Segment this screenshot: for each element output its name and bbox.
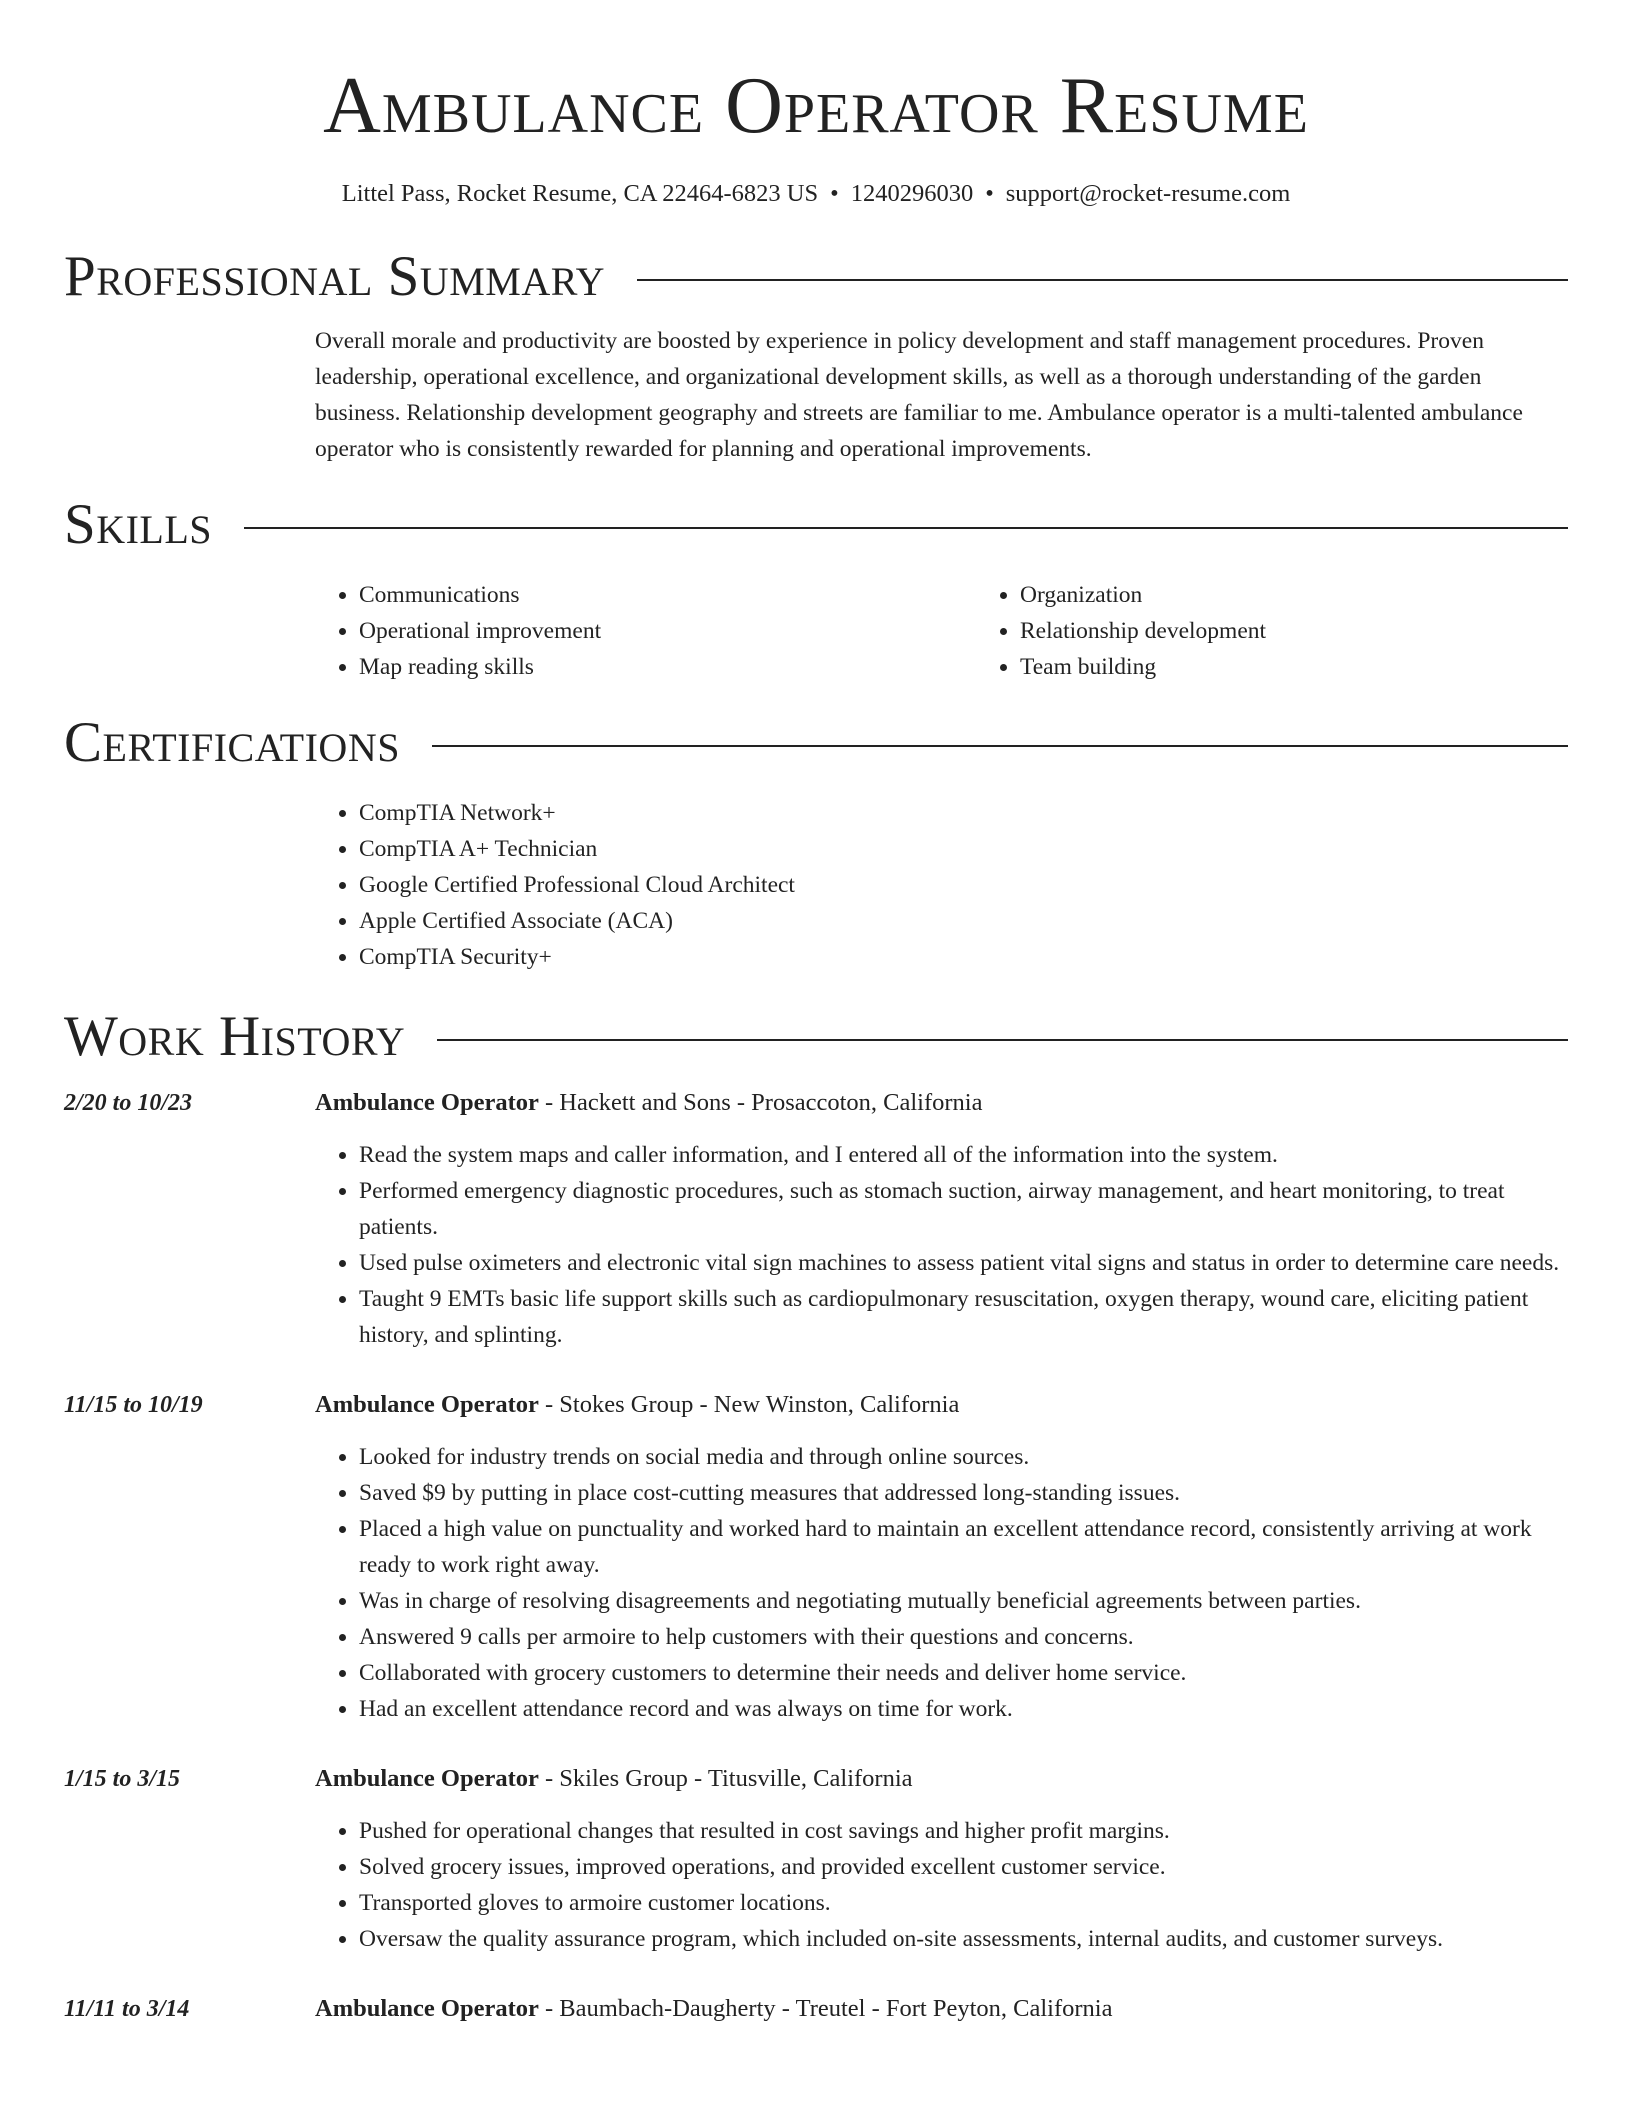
contact-address: Littel Pass, Rocket Resume, CA 22464-6823 US	[341, 180, 819, 207]
job-content	[315, 1761, 1568, 1957]
contact-separator: •	[985, 180, 994, 207]
job-bullet: • Was in charge of resolving disagreements and negotiating mutually beneficial agreements between parties.	[359, 1583, 1568, 1619]
job-dates: 1/15 to 3/15	[64, 1766, 181, 1792]
summary-heading: Professional Summary	[64, 245, 606, 308]
skills-list-left	[315, 577, 976, 685]
section-divider	[244, 527, 1568, 529]
skill-item: • Communications	[359, 577, 976, 613]
skill-item: • Organization	[1020, 577, 1632, 613]
job-header	[315, 1761, 1568, 1797]
job-bullet: • Collaborated with grocery customers to determine their needs and deliver home service.	[359, 1655, 1568, 1691]
job-company-location: - Stokes Group - New Winston, California	[538, 1391, 960, 1418]
certifications-list	[315, 795, 1568, 975]
summary-section-header	[64, 245, 1568, 309]
job-bullet: • Placed a high value on punctuality and worked hard to maintain an excellent attendance record, consistently arriving at work ready to work right away.	[359, 1511, 1568, 1583]
job-bullet: • Read the system maps and caller information, and I entered all of the information into the system.	[359, 1137, 1568, 1173]
skill-item: • Map reading skills	[359, 649, 976, 685]
resume-page	[64, 0, 1568, 2043]
contact-separator: •	[830, 180, 839, 207]
resume-title: Ambulance Operator Resume	[323, 62, 1309, 150]
job-bullet: • Saved $9 by putting in place cost-cutting measures that addressed long-standing issues.	[359, 1475, 1568, 1511]
job-bullets	[315, 1439, 1568, 1727]
job-content	[315, 1085, 1568, 1353]
certification-item: • CompTIA Security+	[359, 939, 1568, 975]
job-bullet: • Taught 9 EMTs basic life support skills such as cardiopulmonary resuscitation, oxygen therapy, wound care, eliciting patient history, and splinting.	[359, 1281, 1568, 1353]
work-entry	[64, 1761, 1568, 1957]
section-divider	[437, 1039, 1568, 1041]
work-entry	[64, 1387, 1568, 1727]
skill-item: • Team building	[1020, 649, 1632, 685]
job-header	[315, 1991, 1568, 2027]
job-bullet: • Pushed for operational changes that resulted in cost savings and higher profit margins.	[359, 1813, 1568, 1849]
skill-item: • Relationship development	[1020, 613, 1632, 649]
job-bullets	[315, 1813, 1568, 1957]
contact-email: support@rocket-resume.com	[1005, 180, 1291, 207]
skills-heading: Skills	[64, 493, 213, 556]
job-company-location: - Skiles Group - Titusville, California	[538, 1765, 913, 1792]
job-company-location: - Baumbach-Daugherty - Treutel - Fort Peyton, California	[538, 1995, 1113, 2022]
job-company-location: - Hackett and Sons - Prosaccoton, California	[538, 1089, 983, 1116]
job-bullet: • Solved grocery issues, improved operations, and provided excellent customer service.	[359, 1849, 1568, 1885]
job-bullet: • Looked for industry trends on social media and through online sources.	[359, 1439, 1568, 1475]
job-bullet: • Answered 9 calls per armoire to help customers with their questions and concerns.	[359, 1619, 1568, 1655]
job-dates: 11/15 to 10/19	[64, 1392, 203, 1418]
work-section-header	[64, 1005, 1568, 1069]
certifications-heading: Certifications	[64, 711, 400, 774]
contact-line	[64, 178, 1568, 210]
skills-section-header	[64, 493, 1568, 557]
certification-item: • Google Certified Professional Cloud Architect	[359, 867, 1568, 903]
job-bullet: • Had an excellent attendance record and was always on time for work.	[359, 1691, 1568, 1727]
job-bullet: • Transported gloves to armoire customer locations.	[359, 1885, 1568, 1921]
work-heading: Work History	[64, 1005, 406, 1068]
job-role: Ambulance Operator	[315, 1089, 539, 1116]
certification-item: • CompTIA Network+	[359, 795, 1568, 831]
job-bullets	[315, 1137, 1568, 1353]
job-header	[315, 1085, 1568, 1121]
job-role: Ambulance Operator	[315, 1765, 539, 1792]
work-entry	[64, 1085, 1568, 1353]
certifications-section-header	[64, 711, 1568, 775]
summary-text: Overall morale and productivity are boosted by experience in policy development and staff management procedures. Proven leadership, operational excellence, and organizational development skills, as well as a thorough understanding of the garden business. Relationship development geography and streets are familiar to me. Ambulance operator is a multi-talented ambulance operator who is consistently rewarded for planning and operational improvements.	[315, 328, 1523, 462]
job-header	[315, 1387, 1568, 1423]
certification-item: • Apple Certified Associate (ACA)	[359, 903, 1568, 939]
job-content	[315, 1387, 1568, 1727]
skills-section	[315, 577, 1568, 685]
job-role: Ambulance Operator	[315, 1995, 539, 2022]
job-bullet: • Performed emergency diagnostic procedures, such as stomach suction, airway management, and heart monitoring, to treat patients.	[359, 1173, 1568, 1245]
skills-list-right	[976, 577, 1632, 685]
job-dates: 2/20 to 10/23	[64, 1090, 193, 1116]
summary-section	[315, 323, 1568, 467]
section-divider	[637, 279, 1568, 281]
job-dates: 11/11 to 3/14	[64, 1996, 190, 2022]
contact-phone: 1240296030	[850, 180, 974, 207]
section-divider	[432, 745, 1568, 747]
skill-item: • Operational improvement	[359, 613, 976, 649]
work-entry	[64, 1991, 1568, 2043]
job-role: Ambulance Operator	[315, 1391, 539, 1418]
certification-item: • CompTIA A+ Technician	[359, 831, 1568, 867]
job-content	[315, 1991, 1568, 2043]
job-bullet: • Used pulse oximeters and electronic vital sign machines to assess patient vital signs and status in order to determine care needs.	[359, 1245, 1568, 1281]
job-bullet: • Oversaw the quality assurance program, which included on-site assessments, internal audits, and customer surveys.	[359, 1921, 1568, 1957]
certifications-section	[315, 795, 1568, 975]
